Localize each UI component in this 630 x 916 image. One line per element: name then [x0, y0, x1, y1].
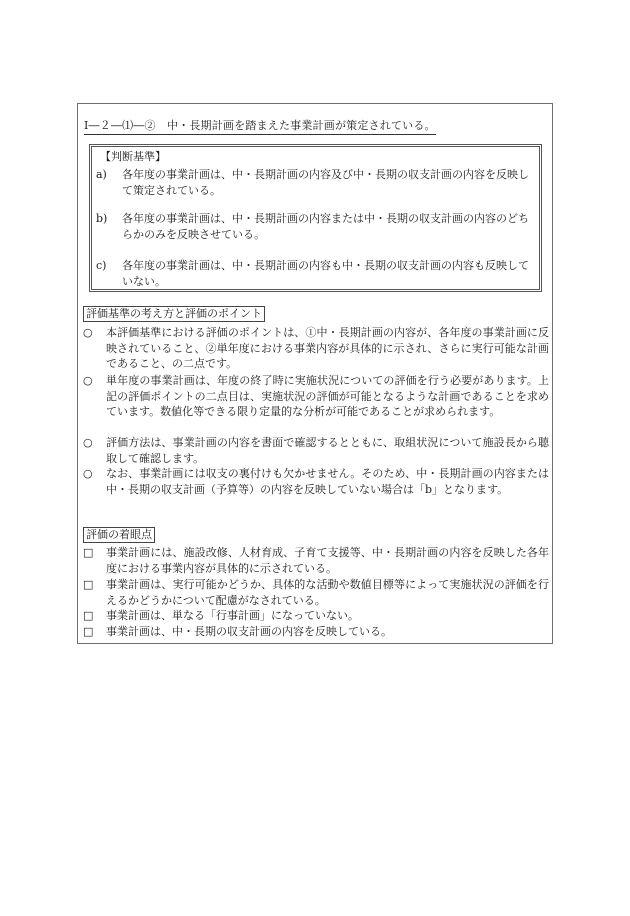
criteria-text: 各年度の事業計画は、中・長期計画の内容も中・長期の収支計画の内容も反映していない。 — [122, 259, 529, 288]
point-item — [83, 435, 549, 466]
focus-text: 事業計画は、単なる「行事計画」になっていない。 — [106, 609, 359, 622]
point-item — [83, 325, 549, 372]
circle-bullet-icon: ○ — [83, 326, 93, 339]
point-item — [83, 466, 549, 497]
focus-item — [83, 608, 549, 624]
checkbox-icon: □ — [83, 625, 94, 638]
criteria-mark: b) — [96, 212, 108, 225]
criteria-item-a — [96, 167, 536, 199]
criteria-text: 各年度の事業計画は、中・長期計画の内容または中・長期の収支計画の内容のどちらかのみを反映させている。 — [122, 212, 529, 241]
criteria-mark: a) — [96, 168, 107, 181]
circle-bullet-icon: ○ — [83, 374, 93, 387]
points-section-label: 評価基準の考え方と評価のポイント — [83, 306, 265, 322]
point-text: 評価方法は、事業計画の内容を書面で確認するとともに、取組状況について施設長から聴取して確認します。 — [106, 436, 549, 465]
focus-text: 事業計画は、中・長期の収支計画の内容を反映している。 — [106, 625, 392, 638]
criteria-text: 各年度の事業計画は、中・長期計画の内容及び中・長期の収支計画の内容を反映して策定されている。 — [122, 168, 529, 197]
checkbox-icon: □ — [83, 546, 94, 559]
point-text: 本評価基準における評価のポイントは、①中・長期計画の内容が、各年度の事業計画に反映されていること、②単年度における事業内容が具体的に示され、さらに実行可能な計画であること、の二点です。 — [106, 326, 549, 370]
point-text: なお、事業計画には収支の裏付けも欠かせません。そのため、中・長期計画の内容または中・長期の収支計画（予算等）の内容を反映していない場合は「b」となります。 — [106, 467, 549, 496]
circle-bullet-icon: ○ — [83, 467, 93, 480]
focus-item — [83, 577, 549, 608]
focus-section-label: 評価の着眼点 — [83, 527, 155, 543]
criteria-title: 【判断基準】 — [100, 150, 166, 163]
criteria-mark: c) — [96, 259, 107, 272]
point-text: 単年度の事業計画は、年度の終了時に実施状況についての評価を行う必要があります。上記の評価ポイントの二点目は、実施状況の評価が可能となるような計画であることを求めています。数値化等できる限り定量的な分析が可能であることが求められます。 — [106, 374, 549, 418]
criteria-item-b — [96, 211, 536, 243]
focus-item — [83, 545, 549, 576]
circle-bullet-icon: ○ — [83, 436, 93, 449]
criteria-box — [89, 144, 542, 292]
point-item — [83, 373, 549, 420]
checkbox-icon: □ — [83, 578, 94, 591]
checkbox-icon: □ — [83, 609, 94, 622]
focus-text: 事業計画は、実行可能かどうか、具体的な活動や数値目標等によって実施状況の評価を行えるかどうかについて配慮がなされている。 — [106, 578, 549, 607]
page-title: Ⅰ―２―⑴―② 中・長期計画を踏まえた事業計画が策定されている。 — [84, 119, 436, 135]
criteria-item-c — [96, 258, 536, 290]
focus-text: 事業計画には、施設改修、人材育成、子育て支援等、中・長期計画の内容を反映した各年度における事業内容が具体的に示されている。 — [106, 546, 549, 575]
focus-item — [83, 624, 549, 640]
